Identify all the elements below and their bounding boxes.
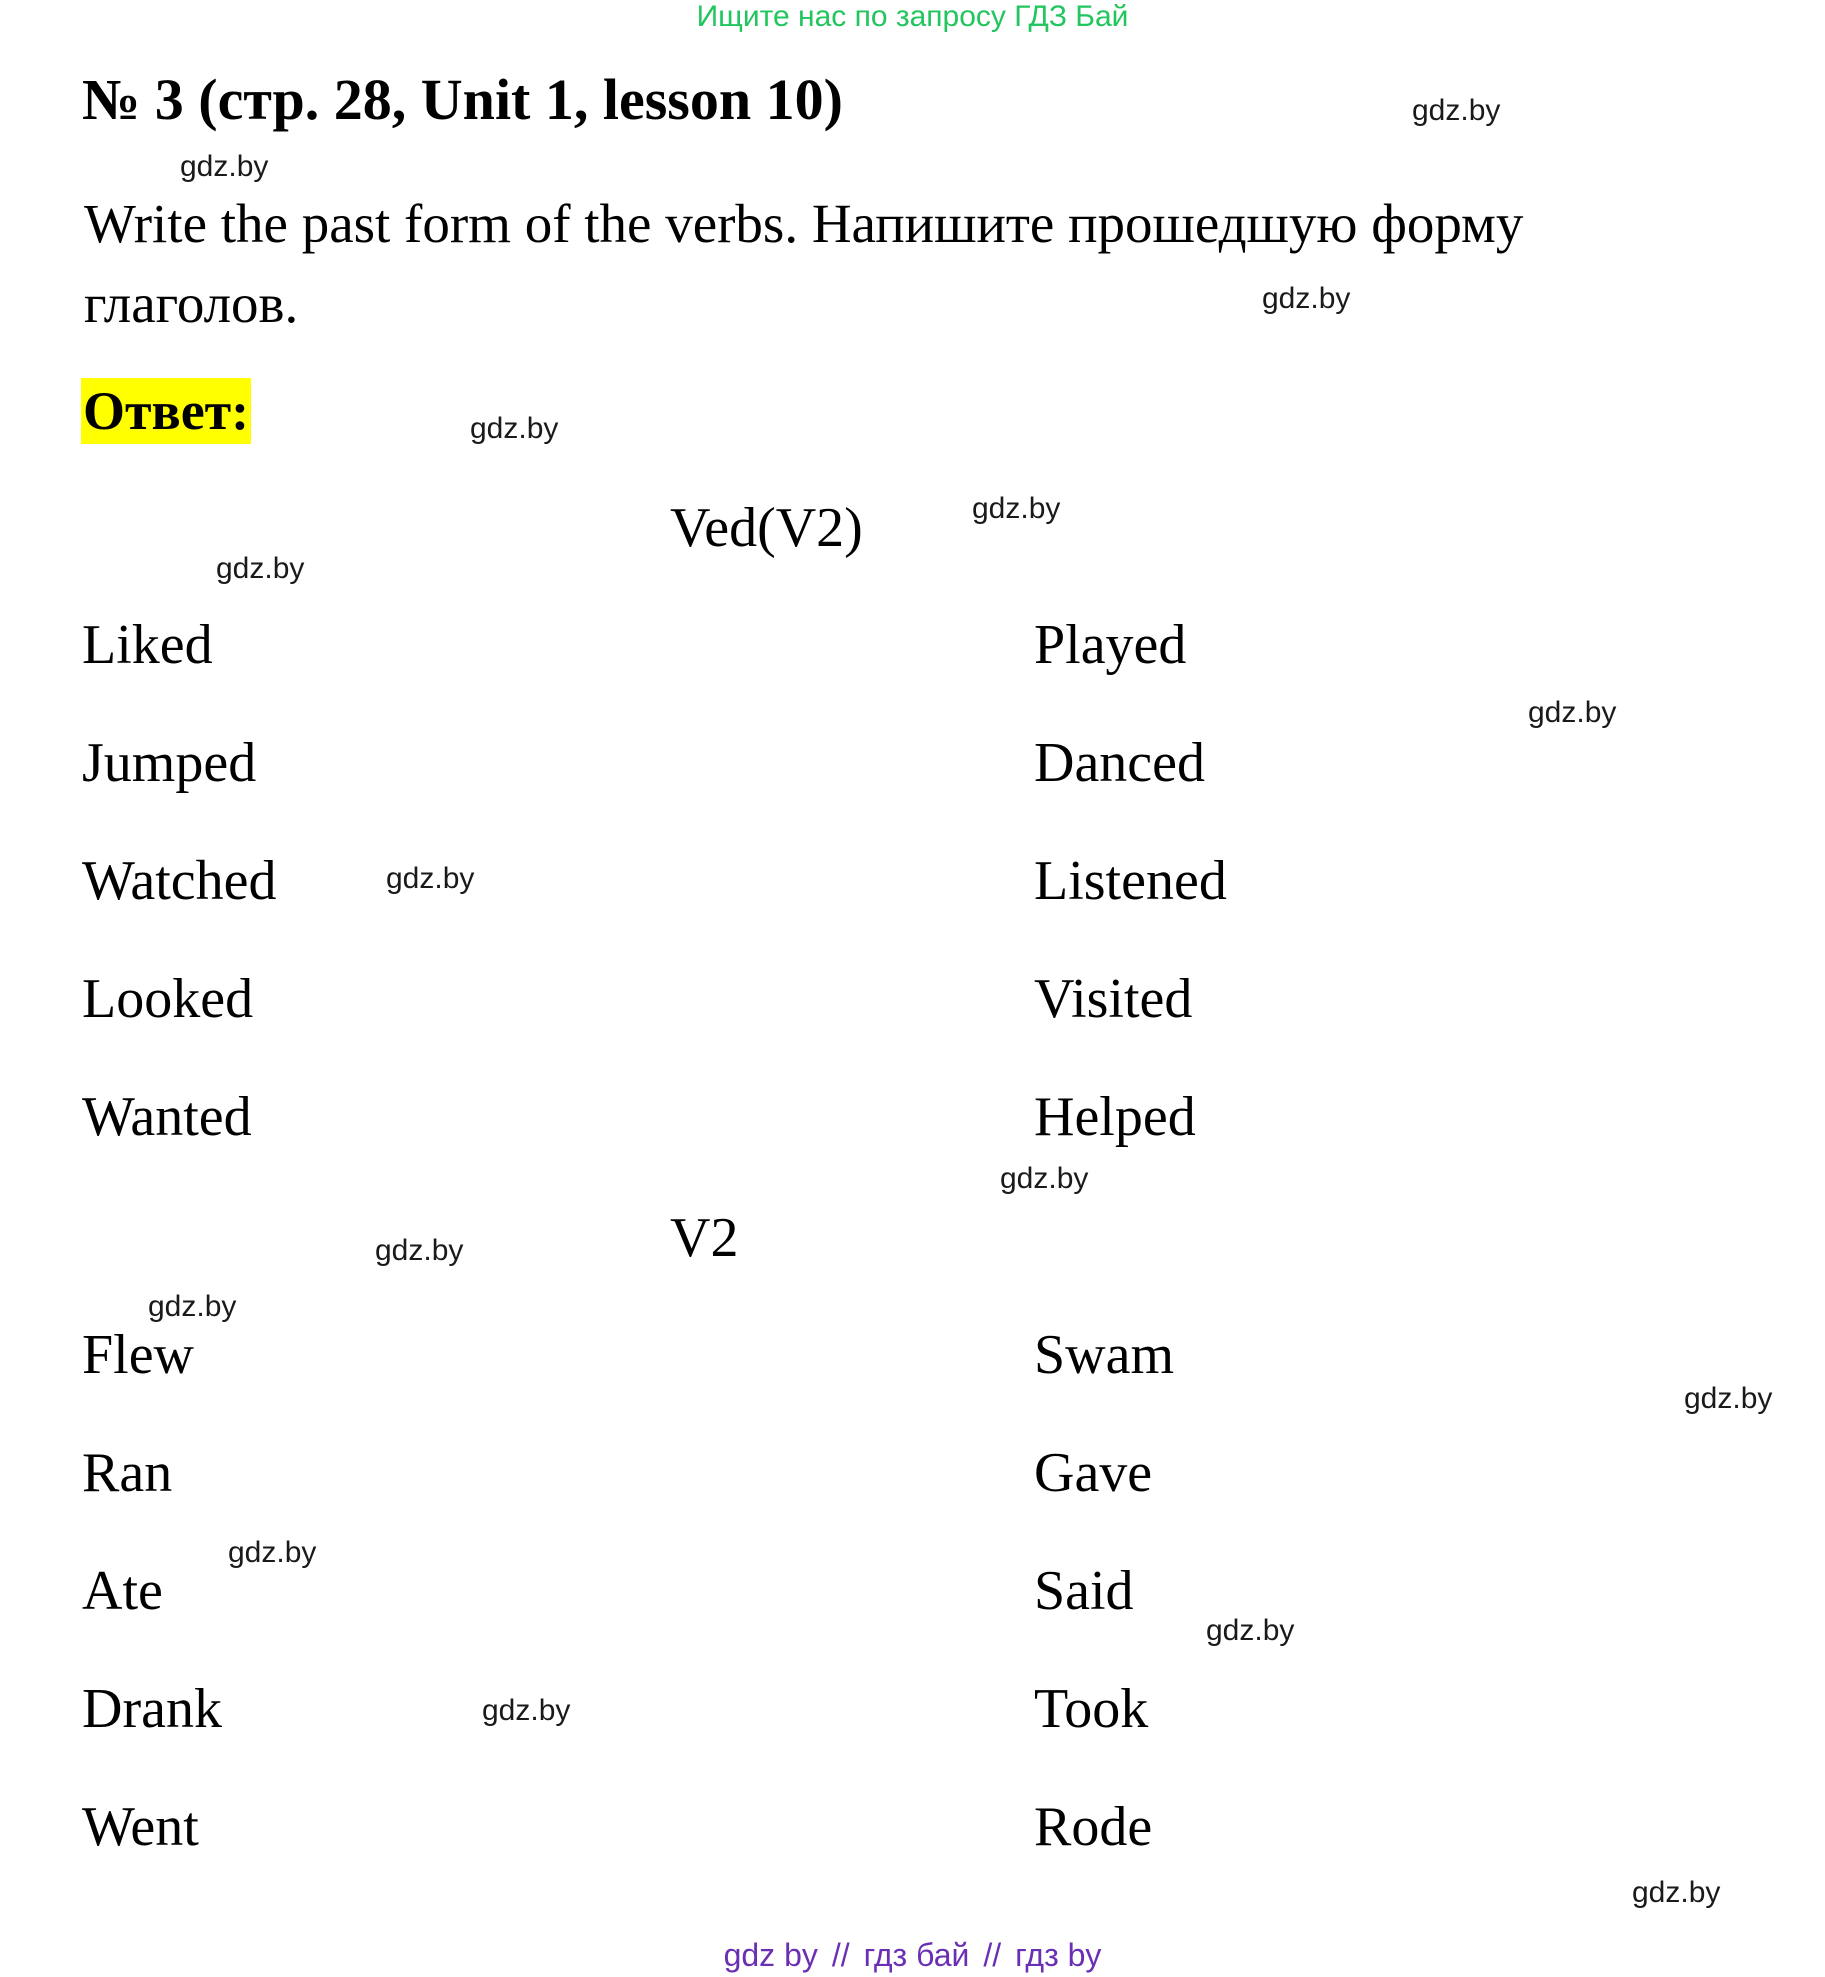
watermark: gdz.by	[470, 412, 559, 445]
watermark: gdz.by	[1000, 1162, 1089, 1195]
task-instruction: Write the past form of the verbs. Напишите прошедшую форму глаголов.	[84, 193, 1524, 334]
irregular-left-word: Ran	[82, 1442, 173, 1504]
regular-right-word: Visited	[1034, 968, 1193, 1030]
footer-link-gdz-bai[interactable]: гдз бай	[863, 1937, 970, 1973]
footer-link-gdz-by-cyr[interactable]: гдз by	[1015, 1937, 1102, 1973]
watermark: gdz.by	[1206, 1614, 1295, 1647]
irregular-right-word: Swam	[1034, 1324, 1174, 1386]
regular-left-word: Looked	[82, 968, 254, 1030]
irregular-right-word: Said	[1034, 1560, 1134, 1622]
regular-right-word: Played	[1034, 614, 1187, 676]
watermark: gdz.by	[386, 862, 475, 895]
regular-left-word: Wanted	[82, 1086, 252, 1148]
watermark: gdz.by	[482, 1694, 571, 1727]
watermark: gdz.by	[180, 150, 269, 183]
page-title: № 3 (стр. 28, Unit 1, lesson 10)	[82, 67, 843, 132]
irregular-heading: V2	[670, 1207, 739, 1269]
watermark: gdz.by	[148, 1290, 237, 1323]
irregular-right-word: Gave	[1034, 1442, 1153, 1504]
watermark: gdz.by	[1262, 282, 1351, 315]
watermark: gdz.by	[228, 1536, 317, 1569]
irregular-left-word: Flew	[82, 1324, 194, 1386]
watermark: gdz.by	[1684, 1382, 1773, 1415]
footer-separator: //	[831, 1937, 850, 1973]
footer-link-gdz-by[interactable]: gdz by	[723, 1937, 818, 1973]
watermark: gdz.by	[1412, 94, 1501, 127]
irregular-left-word: Went	[82, 1796, 199, 1858]
footer-separator: //	[983, 1937, 1002, 1973]
regular-right-word: Listened	[1034, 850, 1227, 912]
regular-right-word: Danced	[1034, 732, 1206, 794]
watermark: gdz.by	[1528, 696, 1617, 729]
regular-heading: Ved(V2)	[670, 497, 863, 559]
watermark: gdz.by	[216, 552, 305, 585]
watermark: gdz.by	[972, 492, 1061, 525]
watermark: gdz.by	[1632, 1876, 1721, 1909]
irregular-left-word: Ate	[82, 1560, 163, 1622]
search-banner: Ищите нас по запросу ГДЗ Бай	[696, 0, 1129, 33]
watermark: gdz.by	[375, 1234, 464, 1267]
irregular-left-word: Drank	[82, 1678, 222, 1740]
regular-right-word: Helped	[1034, 1086, 1196, 1148]
footer-links	[0, 1936, 1825, 1974]
regular-left-word: Jumped	[82, 732, 257, 794]
regular-left-word: Watched	[82, 850, 277, 912]
answer-label: Ответ:	[81, 378, 251, 444]
irregular-right-word: Rode	[1034, 1796, 1153, 1858]
irregular-right-word: Took	[1034, 1678, 1149, 1740]
regular-left-word: Liked	[82, 614, 213, 676]
